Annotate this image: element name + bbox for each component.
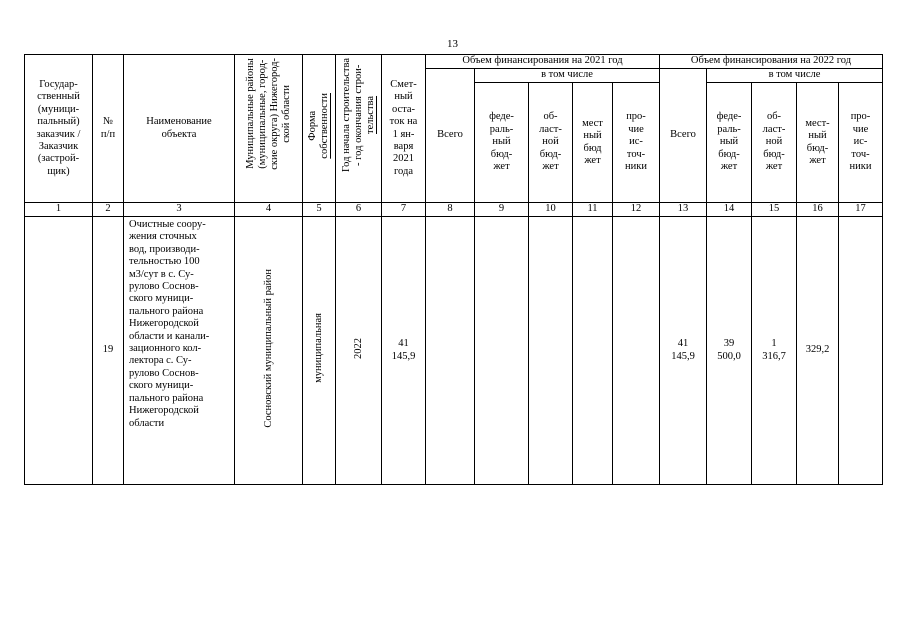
header-total-2022: Всего [660,69,707,203]
cell-local-2022: 329,2 [797,217,839,485]
header-other-2022: про- чие ис- точ- ники [839,83,883,203]
header-funding-2022: Объем финансирования на 2022 год [660,55,883,69]
header-including-2021: в том числе [475,69,660,83]
header-funding-2021: Объем финансирования на 2021 год [426,55,660,69]
cell-federal-2021 [475,217,529,485]
cell-object-name: Очистные соору- жения сточных вод, производи- тельностью 100 м3/сут в с. Су- рулово Соснов- ского муници- пального района Нижегородской области и канали- зационного кол- лектора с. Су- рулово Соснов- ского муници- пального района Нижегородской области [124,217,235,485]
header-federal-2021: феде- раль- ный бюд- жет [475,83,529,203]
cell-other-2021 [613,217,660,485]
header-regional-2022: об- ласт- ной бюд- жет [752,83,797,203]
header-other-2021: про- чие ис- точ- ники [613,83,660,203]
column-number: 16 [797,203,839,217]
header-local-2022: мест- ный бюд- жет [797,83,839,203]
column-number: 14 [707,203,752,217]
header-regional-2021: об- ласт- ной бюд- жет [529,83,573,203]
column-number: 3 [124,203,235,217]
header-ownership-line1: Форма [307,111,318,142]
column-number: 12 [613,203,660,217]
cell-regional-2021 [529,217,573,485]
cell-total-2022: 41 145,9 [660,217,707,485]
cell-total-2021 [426,217,475,485]
table-row [25,217,883,485]
column-number: 17 [839,203,883,217]
header-years-line3: тельства [364,95,376,134]
header-years-line1: Год начала строительства [340,58,352,172]
column-number: 9 [475,203,529,217]
column-number: 7 [382,203,426,217]
page-number: 13 [447,38,458,50]
cell-estimate-rest: 41 145,9 [382,217,426,485]
header-num: № п/п [93,55,124,203]
column-number: 6 [336,203,382,217]
investment-program-table [24,54,883,485]
header-row-1 [25,55,883,69]
column-number: 4 [235,203,303,217]
cell-district: Сосновский муниципальный район [235,217,303,485]
header-years-line2: - год окончания строи- [352,64,364,166]
column-number: 2 [93,203,124,217]
column-number: 15 [752,203,797,217]
column-number: 11 [573,203,613,217]
column-number: 10 [529,203,573,217]
column-number: 1 [25,203,93,217]
cell-federal-2022: 39 500,0 [707,217,752,485]
column-number-row [25,203,883,217]
header-estimate-rest: Смет- ный оста- ток на 1 ян- варя 2021 года [382,55,426,203]
header-federal-2022: феде- раль- ный бюд- жет [707,83,752,203]
header-ownership-line2: собственности [319,93,330,160]
cell-customer [25,217,93,485]
header-districts: Муниципальные районы (муниципальные, город- ские округа) Нижегород- ской области [235,55,303,203]
column-number: 8 [426,203,475,217]
cell-num: 19 [93,217,124,485]
header-ownership [303,55,336,203]
header-customer: Государ- ственный (муници- пальный) заказчик / Заказчик (застрой- щик) [25,55,93,203]
column-number: 13 [660,203,707,217]
header-local-2021: мест ный бюд жет [573,83,613,203]
header-total-2021: Всего [426,69,475,203]
header-years [336,55,382,203]
cell-other-2022 [839,217,883,485]
column-number: 5 [303,203,336,217]
header-object-name: Наименование объекта [124,55,235,203]
header-including-2022: в том числе [707,69,883,83]
cell-local-2021 [573,217,613,485]
cell-ownership: муниципальная [303,217,336,485]
cell-year: 2022 [336,217,382,485]
cell-regional-2022: 1 316,7 [752,217,797,485]
